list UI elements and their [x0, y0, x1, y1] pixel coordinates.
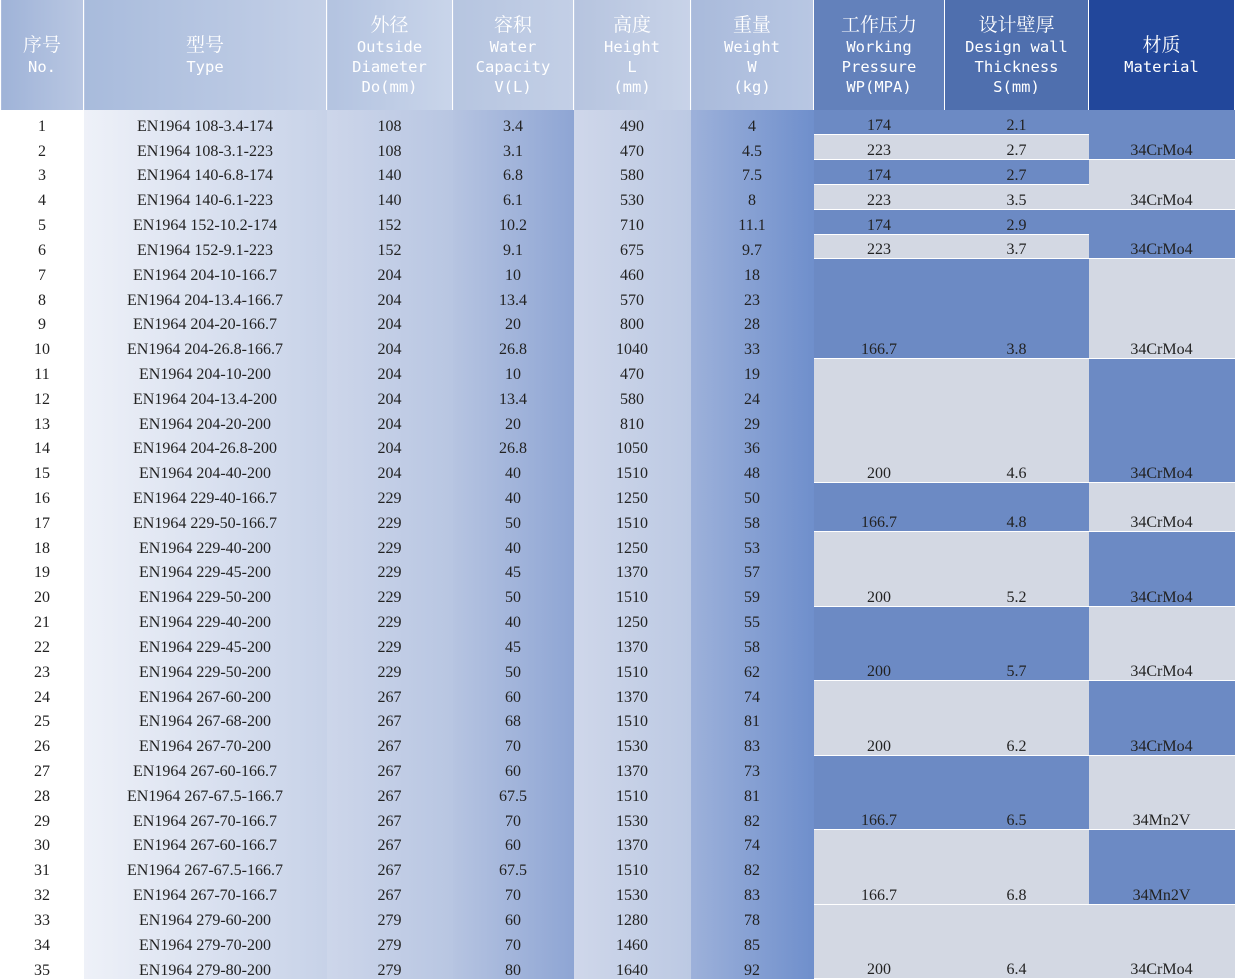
header-cap-zh: 容积 [493, 14, 532, 36]
cell-no: 5 [1, 209, 84, 234]
cell-outside-diameter: 204 [327, 259, 453, 284]
cell-type: EN1964 204-40-200 [84, 457, 327, 482]
header-hgt-zh: 高度 [612, 14, 651, 36]
cell-outside-diameter: 108 [327, 110, 453, 135]
cell-height: 1530 [574, 805, 691, 830]
cell-type: EN1964 267-60-166.7 [84, 755, 327, 780]
cell-outside-diameter: 229 [327, 482, 453, 507]
table-row [1, 160, 1235, 185]
cell-height: 490 [574, 110, 691, 135]
cell-no: 31 [1, 854, 84, 879]
cell-material: 34CrMo4 [1089, 110, 1235, 160]
cell-weight: 83 [691, 879, 814, 904]
cell-type: EN1964 229-50-200 [84, 656, 327, 681]
cell-outside-diameter: 229 [327, 507, 453, 532]
header-type [84, 0, 327, 110]
cell-no: 13 [1, 408, 84, 433]
cell-working-pressure: 223 [814, 184, 945, 209]
cell-water-capacity: 40 [453, 532, 574, 557]
cell-water-capacity: 68 [453, 706, 574, 731]
cell-wall-thickness: 6.5 [945, 755, 1089, 829]
cell-water-capacity: 60 [453, 755, 574, 780]
cell-height: 1460 [574, 929, 691, 954]
cell-height: 1040 [574, 333, 691, 358]
cell-height: 800 [574, 309, 691, 334]
table-row [1, 259, 1235, 284]
cell-working-pressure: 200 [814, 681, 945, 755]
header-weight [691, 0, 814, 110]
cell-water-capacity: 10 [453, 259, 574, 284]
cell-wall-thickness: 2.9 [945, 209, 1089, 234]
cell-type: EN1964 204-26.8-200 [84, 433, 327, 458]
cell-height: 470 [574, 135, 691, 160]
cell-height: 1370 [574, 631, 691, 656]
cell-weight: 58 [691, 507, 814, 532]
cell-type: EN1964 267-60-166.7 [84, 830, 327, 855]
cell-weight: 53 [691, 532, 814, 557]
cell-material: 34CrMo4 [1089, 681, 1235, 755]
header-wall-thickness [945, 0, 1089, 110]
cell-outside-diameter: 152 [327, 209, 453, 234]
cell-material: 34Mn2V [1089, 755, 1235, 829]
table-row [1, 184, 1235, 209]
table-row [1, 606, 1235, 631]
cell-type: EN1964 229-40-166.7 [84, 482, 327, 507]
cell-no: 2 [1, 135, 84, 160]
cell-type: EN1964 267-70-200 [84, 730, 327, 755]
cell-weight: 81 [691, 706, 814, 731]
header-sw-en: Design wall Thickness S(mm) [965, 38, 1068, 96]
table-row [1, 110, 1235, 135]
cell-outside-diameter: 204 [327, 383, 453, 408]
header-wt-zh: 重量 [732, 14, 771, 36]
table-header [1, 0, 1235, 110]
header-no [1, 0, 84, 110]
cell-no: 29 [1, 805, 84, 830]
cell-no: 1 [1, 110, 84, 135]
cell-weight: 59 [691, 581, 814, 606]
cell-water-capacity: 3.1 [453, 135, 574, 160]
cell-height: 1510 [574, 507, 691, 532]
cell-height: 1370 [574, 557, 691, 582]
cell-type: EN1964 204-26.8-166.7 [84, 333, 327, 358]
cell-weight: 4 [691, 110, 814, 135]
cell-outside-diameter: 267 [327, 780, 453, 805]
header-water-capacity [453, 0, 574, 110]
cell-weight: 24 [691, 383, 814, 408]
cell-type: EN1964 267-67.5-166.7 [84, 780, 327, 805]
cell-weight: 23 [691, 284, 814, 309]
cell-wall-thickness: 6.2 [945, 681, 1089, 755]
cell-height: 1510 [574, 656, 691, 681]
cell-water-capacity: 26.8 [453, 433, 574, 458]
cell-outside-diameter: 140 [327, 160, 453, 185]
cell-material: 34CrMo4 [1089, 358, 1235, 482]
cell-no: 7 [1, 259, 84, 284]
cell-weight: 74 [691, 681, 814, 706]
cell-outside-diameter: 267 [327, 706, 453, 731]
table-row [1, 681, 1235, 706]
cell-no: 6 [1, 234, 84, 259]
cell-working-pressure: 200 [814, 358, 945, 482]
cell-no: 4 [1, 184, 84, 209]
cell-water-capacity: 50 [453, 507, 574, 532]
cell-water-capacity: 3.4 [453, 110, 574, 135]
cell-wall-thickness: 4.6 [945, 358, 1089, 482]
cell-outside-diameter: 267 [327, 755, 453, 780]
header-no-zh: 序号 [22, 34, 61, 56]
cell-weight: 48 [691, 457, 814, 482]
cell-weight: 19 [691, 358, 814, 383]
cell-outside-diameter: 152 [327, 234, 453, 259]
cell-working-pressure: 200 [814, 606, 945, 680]
cell-type: EN1964 204-10-166.7 [84, 259, 327, 284]
cell-working-pressure: 223 [814, 234, 945, 259]
cell-height: 1510 [574, 854, 691, 879]
cell-type: EN1964 204-20-166.7 [84, 309, 327, 334]
cell-wall-thickness: 3.5 [945, 184, 1089, 209]
table-row [1, 830, 1235, 855]
cell-weight: 18 [691, 259, 814, 284]
cell-weight: 36 [691, 433, 814, 458]
cell-type: EN1964 204-10-200 [84, 358, 327, 383]
cell-height: 710 [574, 209, 691, 234]
cell-height: 1250 [574, 532, 691, 557]
cell-outside-diameter: 229 [327, 557, 453, 582]
cell-type: EN1964 140-6.1-223 [84, 184, 327, 209]
cell-wall-thickness: 5.2 [945, 532, 1089, 606]
cell-weight: 11.1 [691, 209, 814, 234]
cell-height: 460 [574, 259, 691, 284]
cell-outside-diameter: 204 [327, 358, 453, 383]
cell-outside-diameter: 267 [327, 681, 453, 706]
cell-outside-diameter: 229 [327, 581, 453, 606]
cell-water-capacity: 50 [453, 656, 574, 681]
cell-working-pressure: 166.7 [814, 259, 945, 358]
header-wp-en: Working Pressure WP(MPA) [841, 38, 917, 96]
cell-weight: 62 [691, 656, 814, 681]
header-working-pressure [814, 0, 945, 110]
cell-material: 34CrMo4 [1089, 209, 1235, 259]
cell-no: 20 [1, 581, 84, 606]
cell-height: 675 [574, 234, 691, 259]
cell-type: EN1964 267-67.5-166.7 [84, 854, 327, 879]
cell-weight: 7.5 [691, 160, 814, 185]
cell-type: EN1964 152-9.1-223 [84, 234, 327, 259]
cell-no: 27 [1, 755, 84, 780]
cell-height: 1280 [574, 904, 691, 929]
cell-outside-diameter: 140 [327, 184, 453, 209]
cell-weight: 83 [691, 730, 814, 755]
cell-water-capacity: 45 [453, 557, 574, 582]
cell-material: 34CrMo4 [1089, 904, 1235, 979]
cell-height: 580 [574, 160, 691, 185]
cell-no: 30 [1, 830, 84, 855]
cell-height: 810 [574, 408, 691, 433]
cell-outside-diameter: 229 [327, 532, 453, 557]
cell-height: 1370 [574, 755, 691, 780]
header-material [1089, 0, 1235, 110]
table-body [1, 110, 1235, 979]
cell-height: 1050 [574, 433, 691, 458]
cell-outside-diameter: 108 [327, 135, 453, 160]
cell-no: 16 [1, 482, 84, 507]
cell-working-pressure: 174 [814, 110, 945, 135]
cell-outside-diameter: 204 [327, 457, 453, 482]
cell-working-pressure: 166.7 [814, 755, 945, 829]
cell-working-pressure: 174 [814, 160, 945, 185]
cell-water-capacity: 45 [453, 631, 574, 656]
cell-water-capacity: 70 [453, 929, 574, 954]
cell-height: 470 [574, 358, 691, 383]
cell-no: 26 [1, 730, 84, 755]
cell-type: EN1964 229-45-200 [84, 631, 327, 656]
cell-wall-thickness: 2.7 [945, 160, 1089, 185]
cell-outside-diameter: 204 [327, 408, 453, 433]
cell-type: EN1964 108-3.4-174 [84, 110, 327, 135]
header-od-en: Outside Diameter Do(mm) [352, 38, 427, 96]
cell-height: 530 [574, 184, 691, 209]
cell-water-capacity: 10.2 [453, 209, 574, 234]
cell-no: 18 [1, 532, 84, 557]
cell-height: 1370 [574, 830, 691, 855]
cell-outside-diameter: 279 [327, 929, 453, 954]
cell-water-capacity: 70 [453, 730, 574, 755]
table-row [1, 358, 1235, 383]
header-height [574, 0, 691, 110]
cell-wall-thickness: 4.8 [945, 482, 1089, 532]
cell-type: EN1964 229-50-166.7 [84, 507, 327, 532]
header-cap-en: Water Capacity V(L) [475, 38, 551, 96]
header-sw-zh: 设计壁厚 [978, 14, 1055, 36]
cell-height: 1510 [574, 780, 691, 805]
cell-weight: 8 [691, 184, 814, 209]
cell-no: 32 [1, 879, 84, 904]
cell-no: 15 [1, 457, 84, 482]
cell-type: EN1964 279-70-200 [84, 929, 327, 954]
cell-water-capacity: 50 [453, 581, 574, 606]
cell-wall-thickness: 5.7 [945, 606, 1089, 680]
cell-weight: 33 [691, 333, 814, 358]
cell-water-capacity: 80 [453, 954, 574, 979]
cell-no: 21 [1, 606, 84, 631]
cell-water-capacity: 70 [453, 879, 574, 904]
cell-no: 8 [1, 284, 84, 309]
header-wp-zh: 工作压力 [840, 14, 917, 36]
header-type-en: Type [186, 58, 224, 76]
cell-type: EN1964 204-13.4-166.7 [84, 284, 327, 309]
cell-water-capacity: 20 [453, 408, 574, 433]
cell-water-capacity: 40 [453, 482, 574, 507]
cell-weight: 4.5 [691, 135, 814, 160]
cell-type: EN1964 204-20-200 [84, 408, 327, 433]
header-wt-en: Weight W (kg) [724, 38, 780, 96]
cell-height: 1370 [574, 681, 691, 706]
cell-no: 25 [1, 706, 84, 731]
cell-working-pressure: 200 [814, 904, 945, 979]
cell-no: 10 [1, 333, 84, 358]
cell-weight: 57 [691, 557, 814, 582]
cell-weight: 81 [691, 780, 814, 805]
cell-type: EN1964 229-50-200 [84, 581, 327, 606]
cell-weight: 55 [691, 606, 814, 631]
cell-water-capacity: 13.4 [453, 284, 574, 309]
cell-weight: 9.7 [691, 234, 814, 259]
table-row [1, 209, 1235, 234]
cell-outside-diameter: 279 [327, 904, 453, 929]
cell-water-capacity: 67.5 [453, 780, 574, 805]
table-row [1, 482, 1235, 507]
cell-water-capacity: 9.1 [453, 234, 574, 259]
cell-outside-diameter: 267 [327, 730, 453, 755]
cell-no: 14 [1, 433, 84, 458]
cell-water-capacity: 40 [453, 457, 574, 482]
cell-type: EN1964 229-45-200 [84, 557, 327, 582]
cell-height: 580 [574, 383, 691, 408]
cell-water-capacity: 60 [453, 681, 574, 706]
cell-type: EN1964 229-40-200 [84, 606, 327, 631]
cell-type: EN1964 152-10.2-174 [84, 209, 327, 234]
cell-weight: 92 [691, 954, 814, 979]
cell-weight: 74 [691, 830, 814, 855]
cell-water-capacity: 26.8 [453, 333, 574, 358]
cell-height: 1250 [574, 606, 691, 631]
cell-weight: 82 [691, 854, 814, 879]
cell-type: EN1964 279-60-200 [84, 904, 327, 929]
cell-type: EN1964 140-6.8-174 [84, 160, 327, 185]
cell-outside-diameter: 204 [327, 284, 453, 309]
cell-type: EN1964 267-70-166.7 [84, 805, 327, 830]
cell-type: EN1964 279-80-200 [84, 954, 327, 979]
cell-height: 1510 [574, 706, 691, 731]
cell-wall-thickness: 2.1 [945, 110, 1089, 135]
cell-wall-thickness: 6.4 [945, 904, 1089, 979]
cell-no: 17 [1, 507, 84, 532]
cell-outside-diameter: 267 [327, 830, 453, 855]
cell-no: 3 [1, 160, 84, 185]
cell-material: 34CrMo4 [1089, 160, 1235, 210]
table-row [1, 904, 1235, 929]
cell-no: 11 [1, 358, 84, 383]
cell-weight: 50 [691, 482, 814, 507]
cell-wall-thickness: 3.8 [945, 259, 1089, 358]
cell-no: 35 [1, 954, 84, 979]
cell-outside-diameter: 229 [327, 631, 453, 656]
table-row [1, 755, 1235, 780]
header-outside-diameter [327, 0, 453, 110]
cell-working-pressure: 174 [814, 209, 945, 234]
cell-outside-diameter: 229 [327, 656, 453, 681]
cell-height: 1250 [574, 482, 691, 507]
table-row [1, 135, 1235, 160]
header-no-en: No. [28, 58, 56, 76]
cell-type: EN1964 108-3.1-223 [84, 135, 327, 160]
cell-weight: 78 [691, 904, 814, 929]
cell-material: 34CrMo4 [1089, 606, 1235, 680]
cell-no: 24 [1, 681, 84, 706]
cell-no: 33 [1, 904, 84, 929]
cell-no: 9 [1, 309, 84, 334]
cell-material: 34CrMo4 [1089, 259, 1235, 358]
cell-type: EN1964 229-40-200 [84, 532, 327, 557]
cell-type: EN1964 267-70-166.7 [84, 879, 327, 904]
cell-height: 570 [574, 284, 691, 309]
cell-weight: 58 [691, 631, 814, 656]
cell-height: 1530 [574, 879, 691, 904]
cell-outside-diameter: 267 [327, 854, 453, 879]
cell-weight: 28 [691, 309, 814, 334]
cell-water-capacity: 60 [453, 904, 574, 929]
cell-material: 34CrMo4 [1089, 532, 1235, 606]
cell-outside-diameter: 229 [327, 606, 453, 631]
cell-water-capacity: 67.5 [453, 854, 574, 879]
cell-working-pressure: 223 [814, 135, 945, 160]
cell-no: 12 [1, 383, 84, 408]
cell-outside-diameter: 204 [327, 333, 453, 358]
table-row [1, 234, 1235, 259]
cell-material: 34CrMo4 [1089, 482, 1235, 532]
cell-outside-diameter: 204 [327, 309, 453, 334]
cell-water-capacity: 40 [453, 606, 574, 631]
header-od-zh: 外径 [370, 14, 409, 36]
cell-water-capacity: 20 [453, 309, 574, 334]
cell-wall-thickness: 6.8 [945, 830, 1089, 904]
cell-no: 23 [1, 656, 84, 681]
cell-wall-thickness: 2.7 [945, 135, 1089, 160]
cell-no: 28 [1, 780, 84, 805]
cell-type: EN1964 267-60-200 [84, 681, 327, 706]
cell-working-pressure: 166.7 [814, 830, 945, 904]
cell-height: 1530 [574, 730, 691, 755]
table-row [1, 532, 1235, 557]
cell-no: 22 [1, 631, 84, 656]
cell-outside-diameter: 267 [327, 805, 453, 830]
cell-outside-diameter: 204 [327, 433, 453, 458]
cell-weight: 82 [691, 805, 814, 830]
cell-working-pressure: 166.7 [814, 482, 945, 532]
cell-no: 19 [1, 557, 84, 582]
cell-water-capacity: 60 [453, 830, 574, 855]
cell-outside-diameter: 267 [327, 879, 453, 904]
header-mat-zh: 材质 [1142, 34, 1181, 56]
header-hgt-en: Height L (mm) [604, 38, 660, 96]
cell-height: 1510 [574, 581, 691, 606]
cell-water-capacity: 70 [453, 805, 574, 830]
cell-weight: 85 [691, 929, 814, 954]
cell-water-capacity: 13.4 [453, 383, 574, 408]
cell-material: 34Mn2V [1089, 830, 1235, 904]
cell-water-capacity: 10 [453, 358, 574, 383]
cell-weight: 29 [691, 408, 814, 433]
cell-height: 1640 [574, 954, 691, 979]
cell-type: EN1964 204-13.4-200 [84, 383, 327, 408]
cell-weight: 73 [691, 755, 814, 780]
header-type-zh: 型号 [185, 34, 224, 56]
cell-type: EN1964 267-68-200 [84, 706, 327, 731]
cell-water-capacity: 6.1 [453, 184, 574, 209]
cell-no: 34 [1, 929, 84, 954]
cell-water-capacity: 6.8 [453, 160, 574, 185]
header-mat-en: Material [1124, 58, 1199, 76]
cell-outside-diameter: 279 [327, 954, 453, 979]
cell-height: 1510 [574, 457, 691, 482]
cell-working-pressure: 200 [814, 532, 945, 606]
cell-wall-thickness: 3.7 [945, 234, 1089, 259]
